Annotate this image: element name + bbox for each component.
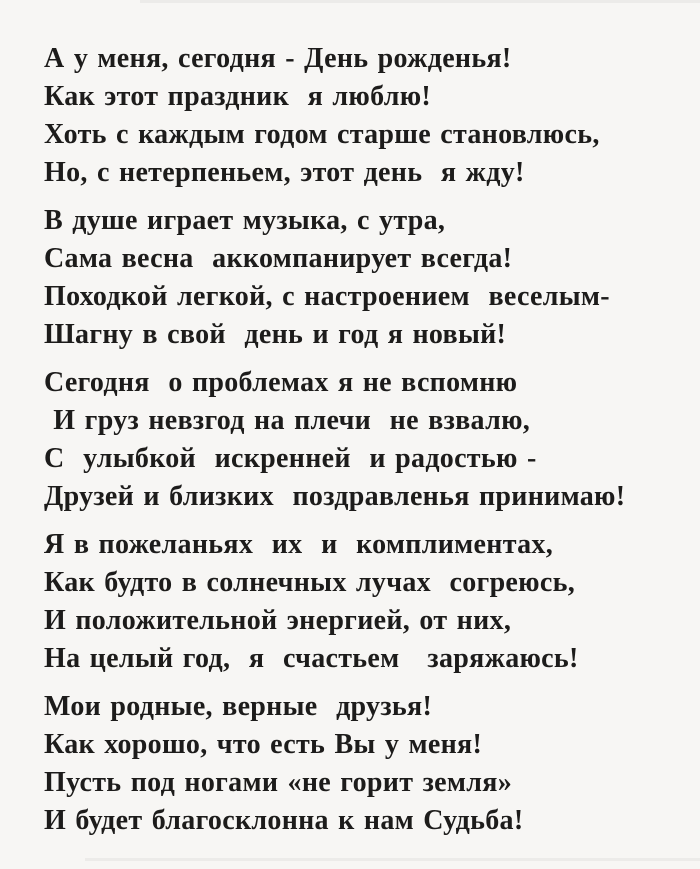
poem-line: Мои родные, верные друзья! [44, 691, 433, 722]
poem-line: Друзей и близких поздравленья принимаю! [44, 481, 626, 512]
poem-line: С улыбкой искренней и радостью - [44, 443, 537, 474]
poem-line: Сегодня о проблемах я не вспомню [44, 367, 518, 398]
stanza [44, 364, 690, 516]
poem [44, 40, 690, 850]
stanza [44, 40, 690, 192]
stanza [44, 688, 690, 840]
poem-line: Как хорошо, что есть Вы у меня! [44, 729, 483, 760]
poem-line: Но, с нетерпеньем, этот день я жду! [44, 157, 525, 188]
top-border-line [140, 0, 700, 3]
poem-line: Походкой легкой, с настроением веселым- [44, 281, 610, 312]
poem-line: Я в пожеланьях их и комплиментах, [44, 529, 554, 560]
poem-line: На целый год, я счастьем заряжаюсь! [44, 643, 579, 674]
poem-line: И груз невзгод на плечи не взвалю, [44, 405, 531, 436]
poem-line: Сама весна аккомпанирует всегда! [44, 243, 513, 274]
bottom-border-line [85, 858, 700, 861]
poem-line: Шагну в свой день и год я новый! [44, 319, 507, 350]
poem-line: Хоть с каждым годом старше становлюсь, [44, 119, 600, 150]
poem-line: Как будто в солнечных лучах согреюсь, [44, 567, 575, 598]
poem-line: И будет благосклонна к нам Судьба! [44, 805, 524, 836]
poem-line: Пусть под ногами «не горит земля» [44, 767, 512, 798]
poem-line: И положительной энергией, от них, [44, 605, 512, 636]
poem-line: В душе играет музыка, с утра, [44, 205, 446, 236]
stanza [44, 202, 690, 354]
poem-line: А у меня, сегодня - День рожденья! [44, 43, 512, 74]
poem-line: Как этот праздник я люблю! [44, 81, 432, 112]
stanza [44, 526, 690, 678]
